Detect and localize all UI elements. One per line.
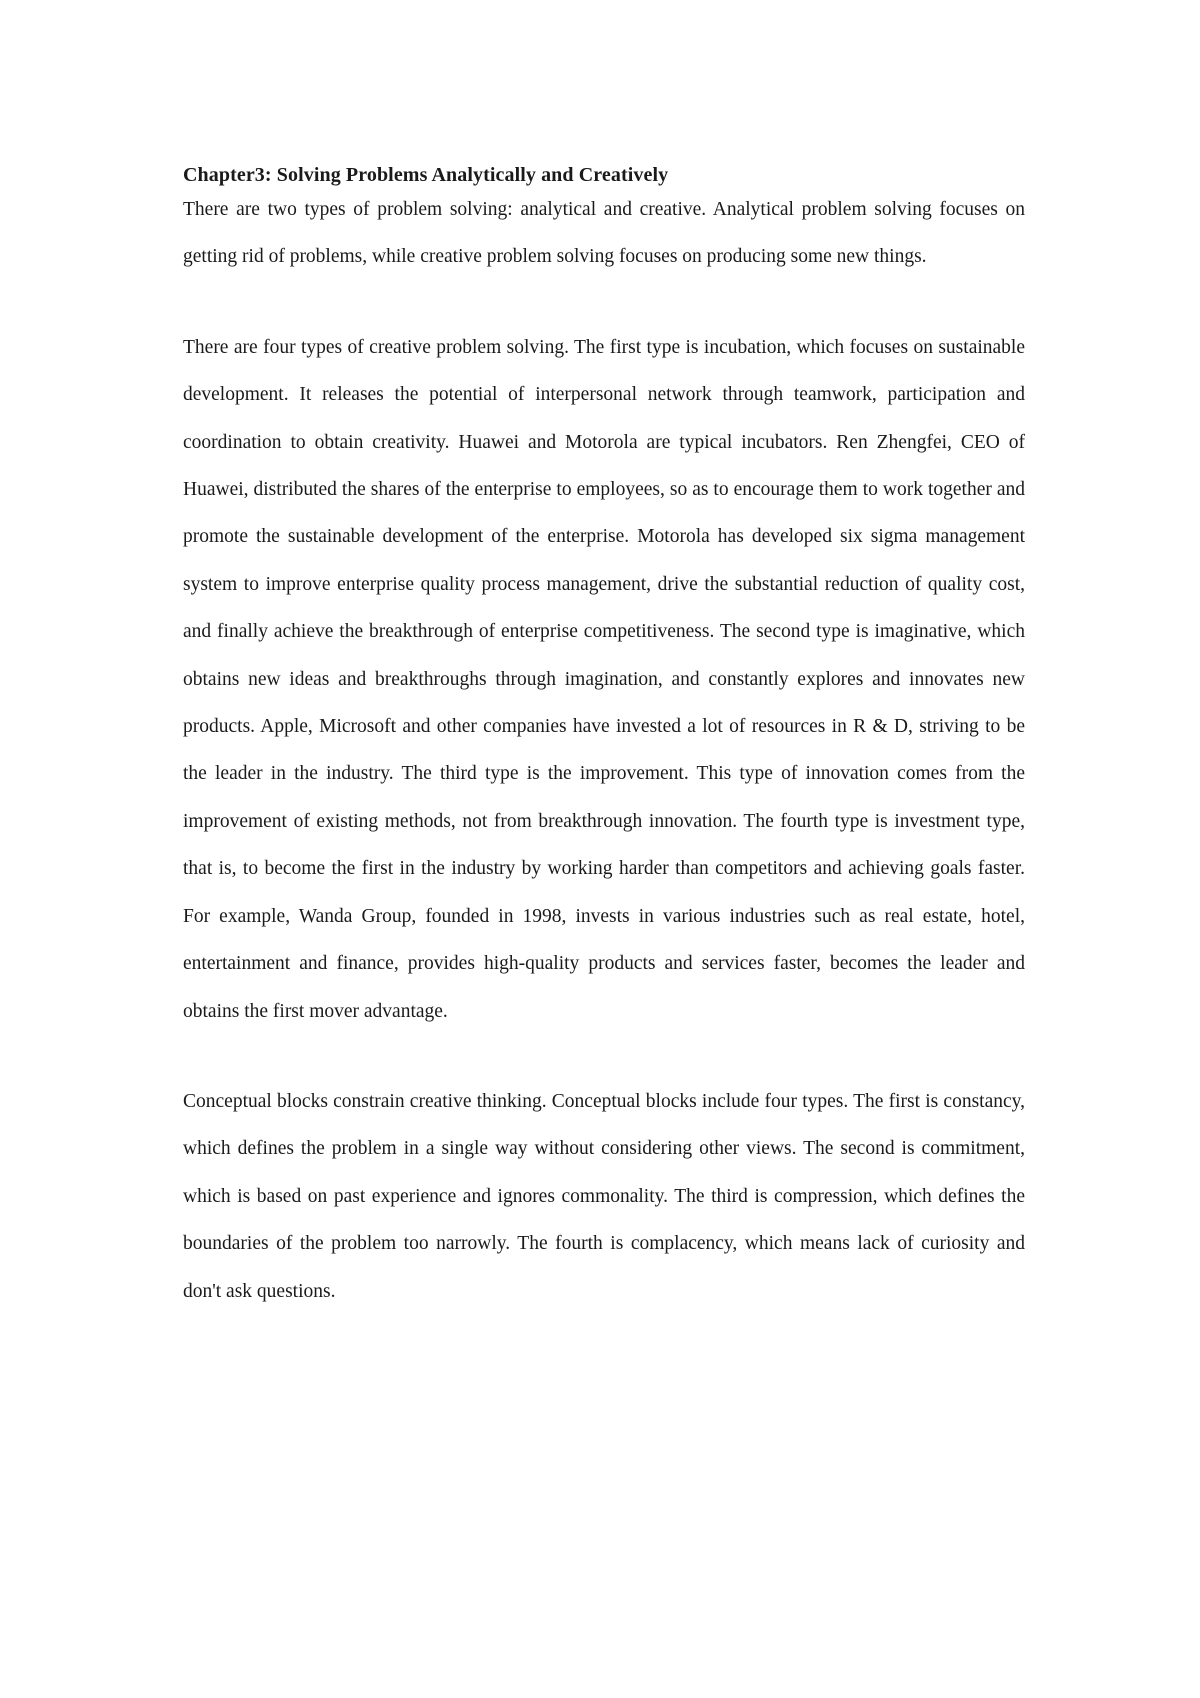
paragraph-conceptual-blocks: Conceptual blocks constrain creative thinking. Conceptual blocks include four types. The first is constancy, which defines the problem in a single way without considering other views. The second is commitment, which is based on past experience and ignores commonality. The third is compression, which defines the boundaries of the problem too narrowly. The fourth is complacency, which means lack of curiosity and don't ask questions. [183,1090,1025,1302]
paragraph-problem-solving-types: There are two types of problem solving: analytical and creative. Analytical problem solving focuses on getting rid of problems, while creative problem solving focuses on producing some new things. [183,199,1025,268]
paragraph-creative-problem-solving: There are four types of creative problem solving. The first type is incubation, which focuses on sustainable development. It releases the potential of interpersonal network through teamwork, participation and coordination to obtain creativity. Huawei and Motorola are typical incubators. Ren Zhengfei, CEO of Huawei, distributed the shares of the enterprise to employees, so as to encourage them to work together and promote the sustainable development of the enterprise. Motorola has developed six sigma management system to improve enterprise quality process management, drive the substantial reduction of quality cost, and finally achieve the breakthrough of enterprise competitiveness. The second type is imaginative, which obtains new ideas and breakthroughs through imagination, and constantly explores and innovates new products. Apple, Microsoft and other companies have invested a lot of resources in R & D, striving to be the leader in the industry. The third type is the improvement. This type of innovation comes from the improvement of existing methods, not from breakthrough innovation. The fourth type is investment type, that is, to become the first in the industry by working harder than competitors and achieving goals faster. For example, Wanda Group, founded in 1998, invests in various industries such as real estate, hotel, entertainment and finance, provides high-quality products and services faster, becomes the leader and obtains the first mover advantage. [183,336,1025,1022]
document-body [183,162,1025,1315]
chapter-title: Chapter3: Solving Problems Analytically and Creatively [183,164,669,186]
